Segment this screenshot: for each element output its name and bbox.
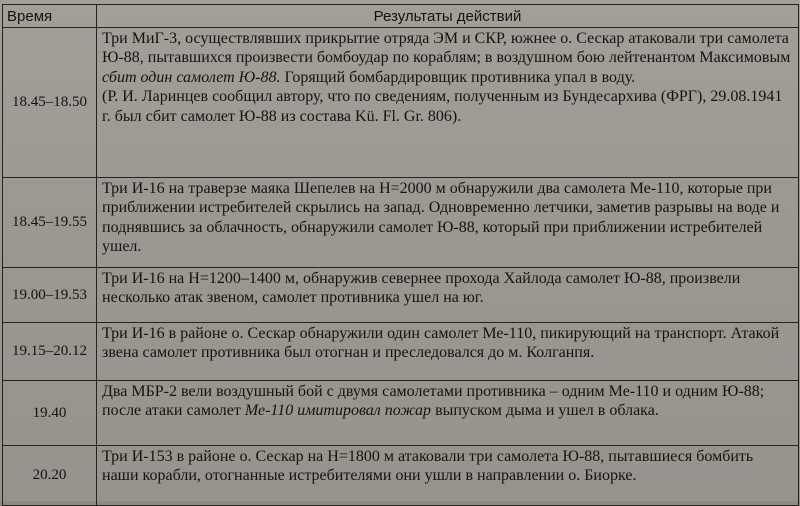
row-time: 19.15–20.12	[3, 323, 97, 381]
column-header-time: Время	[3, 5, 97, 28]
result-text: Три МиГ-3, осуществлявших прикрытие отряда ЭМ и СКР, южнее о. Сескар атаковали три самолета Ю-88, пытавшихся произвести бомбоудар по кораблям; в воздушном бою лейтенантом Максимовым	[102, 30, 791, 67]
combat-results-table	[2, 4, 799, 506]
column-header-results: Результаты действий	[97, 5, 799, 28]
row-time: 20.20	[3, 446, 97, 506]
row-time: 19.00–19.53	[3, 268, 97, 323]
row-time: 19.40	[3, 381, 97, 446]
row-result: Три И-16 в районе о. Сескар обнаружили один самолет Ме-110, пикирующий на транспорт. Атакой звена самолет противника был отогнан и преследовался до м. Колганпя.	[97, 323, 799, 381]
result-text: Два МБР-2 вели воздушный бой с двумя самолетами противника – одним Ме-110 и одним Ю-88; после атаки самолет	[102, 383, 765, 420]
table-row	[3, 28, 799, 178]
row-time: 18.45–18.50	[3, 28, 97, 178]
result-text: выпуском дыма и ушел в облака.	[431, 402, 659, 420]
table-row	[3, 381, 799, 446]
table-row	[3, 178, 799, 268]
table-row	[3, 268, 799, 323]
table-row	[3, 323, 799, 381]
result-paragraph	[102, 29, 792, 87]
result-text: Горящий бомбардировщик противника упал в воду.	[280, 68, 636, 86]
row-time: 18.45–19.55	[3, 178, 97, 268]
table-row	[3, 446, 799, 506]
row-result: Три И-153 в районе о. Сескар на Н=1800 м атаковали три самолета Ю-88, пытавшиеся бомбить наши корабли, отогнанные истребителями они ушли в направлении о. Биорке.	[97, 446, 799, 506]
result-emphasis: Ме-110 имитировал пожар	[244, 402, 432, 420]
result-emphasis: сбит один самолет Ю-88.	[102, 68, 281, 86]
result-note: (Р. И. Ларинцев сообщил автору, что по сведениям, полученным из Бундесархива (ФРГ), 29.08.1941 г. был сбит самолет Ю-88 из состава Kü. Fl. Gr. 806).	[102, 88, 783, 125]
row-result	[97, 381, 799, 446]
row-result: Три И-16 на траверзе маяка Шепелев на Н=2000 м обнаружили два самолета Ме-110, которые при приближении истребителей скрылись на запад. Одновременно летчики, заметив разрывы на воде и поднявшись за облачность, обнаружили самолет Ю-88, который при приближении истребителей ушел.	[97, 178, 799, 268]
table-header-row	[3, 5, 799, 28]
row-result: Три И-16 на Н=1200–1400 м, обнаружив севернее прохода Хайлода самолет Ю-88, произвели несколько атак звеном, самолет противника ушел на юг.	[97, 268, 799, 323]
row-result	[97, 28, 799, 178]
